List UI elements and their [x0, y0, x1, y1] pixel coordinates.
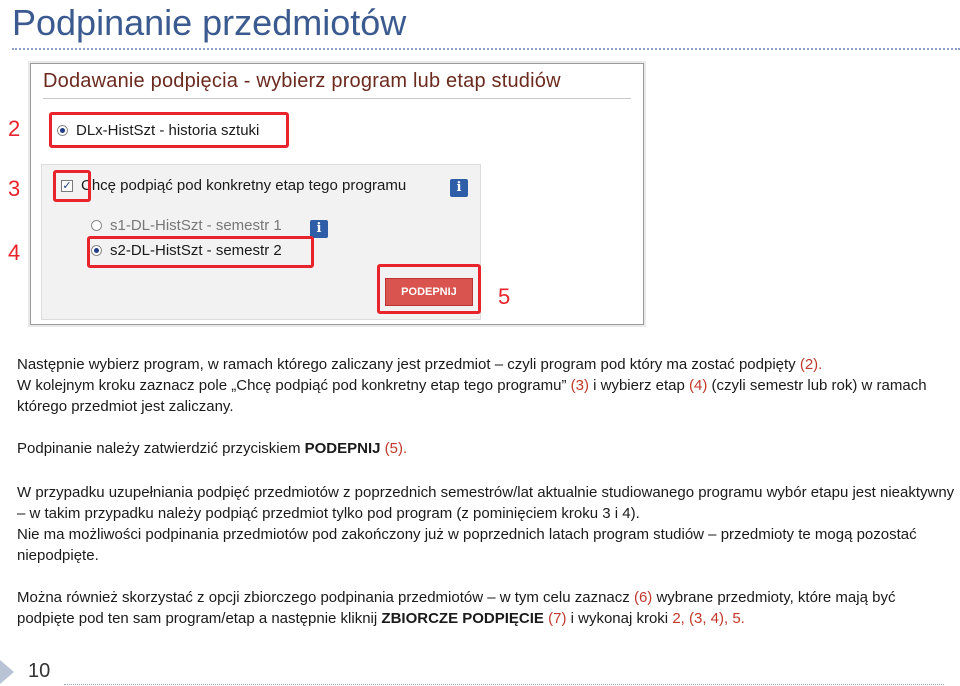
ref-4: (4): [689, 377, 708, 394]
zbiorcze-keyword: ZBIORCZE PODPIĘCIE: [381, 610, 544, 627]
stage-option-1[interactable]: [91, 217, 282, 234]
embedded-screenshot: [30, 63, 644, 325]
paragraph-select-program: [17, 354, 957, 417]
footer-divider: [64, 684, 944, 685]
step-marker-4: 4: [8, 240, 21, 265]
text: wybrane przedmioty, które mają być podpięte pod ten sam program/etap a następnie kliknij: [17, 589, 896, 627]
info-icon[interactable]: i: [450, 179, 468, 197]
slide-title: Podpinanie przedmiotów: [12, 2, 407, 43]
text: (czyli semestr lub rok) w ramach którego przedmiot jest zaliczany.: [17, 377, 927, 415]
screenshot-header: Dodawanie podpięcia - wybierz program lub etap studiów: [43, 70, 561, 92]
highlight-box-4: [87, 236, 314, 268]
text: Można również skorzystać z opcji zbiorczego podpinania przedmiotów – w tym celu zaznacz: [17, 589, 634, 606]
info-icon[interactable]: i: [310, 220, 328, 238]
text: i wybierz etap: [588, 377, 690, 394]
ref-5: (5).: [380, 440, 408, 457]
ref-7: (7): [543, 610, 567, 627]
footer-triangle-icon: [0, 660, 14, 684]
ref-2: (2).: [799, 356, 823, 373]
step-marker-2: 2: [8, 116, 21, 141]
highlight-box-2: [49, 112, 289, 148]
step-marker-5: 5: [498, 284, 511, 309]
step-marker-3: 3: [8, 176, 21, 201]
text: Nie ma możliwości podpinania przedmiotów pod zakończony już w poprzednich latach program studiów – przedmioty te mogą pozostać niepodpięte.: [17, 526, 917, 564]
podepnij-button[interactable]: PODEPNIJ: [385, 278, 473, 306]
program-option-label: DLx-HistSzt - historia sztuki: [76, 122, 260, 139]
title-divider: [12, 48, 960, 50]
screenshot-divider: [43, 98, 631, 99]
text: Następnie wybierz program, w ramach którego zaliczany jest przedmiot – czyli program pod który ma zostać podpięty: [17, 356, 800, 373]
paragraph-confirm: [17, 438, 957, 459]
ref-3: (3): [570, 377, 589, 394]
ref-6: (6): [633, 589, 653, 606]
stage-option-2-label: s2-DL-HistSzt - semestr 2: [110, 242, 282, 259]
text: i wykonaj kroki: [566, 610, 673, 627]
text: W przypadku uzupełniania podpięć przedmiotów z poprzednich semestrów/lat aktualnie studiowanego programu wybór etapu jest nieaktywny – w takim przypadku należy podpiąć przedmiot tylko pod program (z pominięciem kroku 3 i 4).: [17, 484, 955, 522]
stage-option-1-label: s1-DL-HistSzt - semestr 1: [110, 217, 282, 234]
ref-steps: 2, (3, 4), 5.: [672, 610, 745, 627]
highlight-box-3: [53, 170, 91, 202]
podepnij-keyword: PODEPNIJ: [304, 440, 381, 457]
stage-checkbox[interactable]: ✓: [62, 179, 72, 192]
stage-checkbox-label: Chcę podpiąć pod konkretny etap tego programu: [81, 177, 407, 194]
stage-checkbox-option[interactable]: [61, 177, 406, 194]
paragraph-bulk: [17, 587, 957, 629]
paragraph-previous-semesters: [17, 482, 957, 566]
text: W kolejnym kroku zaznacz pole „Chcę podpiąć pod konkretny etap tego programu”: [17, 377, 571, 394]
highlight-box-5: [377, 264, 481, 314]
text: Podpinanie należy zatwierdzić przyciskiem: [17, 440, 305, 457]
stage-radio-1[interactable]: [91, 220, 102, 231]
page-number: 10: [28, 660, 51, 682]
